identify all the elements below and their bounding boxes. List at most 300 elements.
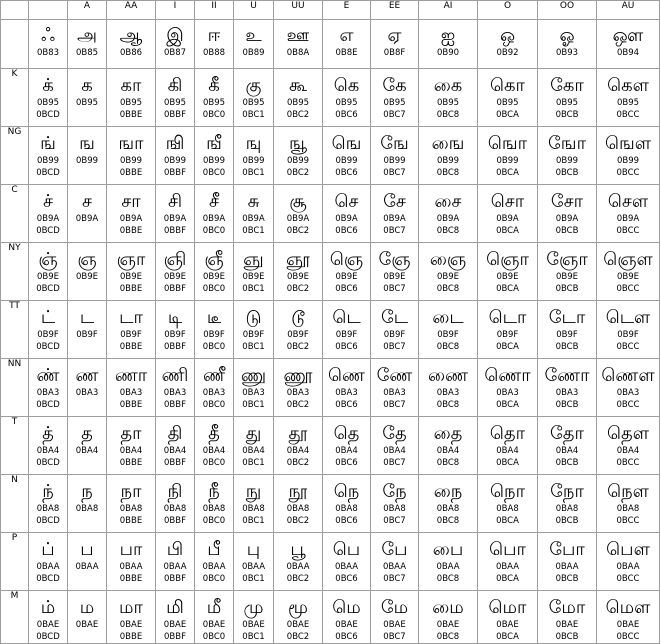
column-header-blank xyxy=(29,1,68,20)
syllable-glyph: கோ xyxy=(550,75,584,96)
syllable-cell xyxy=(156,69,195,127)
syllable-glyph: த xyxy=(81,423,93,444)
code-point: 0B88 xyxy=(202,48,226,58)
syllable-cell xyxy=(274,475,323,533)
syllable-glyph: ங் xyxy=(40,133,56,154)
code-point: 0BC2 xyxy=(286,574,310,584)
syllable-glyph: தொ xyxy=(489,423,526,444)
code-point: 0BCB xyxy=(555,284,579,294)
syllable-glyph: நெ xyxy=(333,481,360,502)
syllable-cell xyxy=(29,475,68,533)
code-point: 0BC8 xyxy=(436,168,460,178)
code-point: 0BCA xyxy=(496,574,519,584)
syllable-cell xyxy=(29,69,68,127)
code-point: 0BBE xyxy=(119,284,143,294)
syllable-cell xyxy=(107,127,156,185)
code-point: 0B95 xyxy=(202,98,226,108)
syllable-cell xyxy=(68,533,107,591)
code-point: 0B95 xyxy=(75,98,99,108)
code-point: 0BCA xyxy=(496,168,519,178)
code-point: 0BC0 xyxy=(202,574,226,584)
syllable-cell xyxy=(68,127,107,185)
code-point: 0BC7 xyxy=(383,284,406,294)
syllable-cell xyxy=(107,475,156,533)
syllable-cell xyxy=(195,475,234,533)
syllable-cell xyxy=(323,533,371,591)
code-point: 0BC2 xyxy=(286,400,310,410)
syllable-glyph: கூ xyxy=(288,75,308,96)
code-point: 0BC7 xyxy=(383,632,406,642)
code-point: 0BAA xyxy=(36,562,60,572)
syllable-glyph: டீ xyxy=(206,307,222,328)
code-point: 0BA4 xyxy=(335,446,358,456)
code-point: 0BAA xyxy=(495,562,520,572)
code-point: 0BAE xyxy=(242,620,265,630)
syllable-glyph: ஙோ xyxy=(548,133,586,154)
syllable-glyph: ஙூ xyxy=(288,133,308,154)
code-point: 0BC0 xyxy=(202,632,226,642)
syllable-glyph: ணொ xyxy=(484,365,531,386)
code-point: 0B9E xyxy=(75,272,99,282)
code-point: 0BA3 xyxy=(335,388,358,398)
code-point: 0BCD xyxy=(36,632,60,642)
syllable-glyph: ஞெ xyxy=(329,249,364,270)
syllable-cell xyxy=(597,20,660,69)
table-row xyxy=(1,20,660,69)
syllable-cell xyxy=(538,591,597,644)
code-point: 0BC0 xyxy=(202,400,226,410)
syllable-glyph: ப xyxy=(80,539,94,560)
code-point: 0BAE xyxy=(36,620,60,630)
syllable-cell xyxy=(195,359,234,417)
code-point: 0BCA xyxy=(496,400,519,410)
syllable-cell xyxy=(156,533,195,591)
syllable-glyph: சூ xyxy=(289,191,307,212)
code-point: 0B95 xyxy=(383,98,406,108)
syllable-cell xyxy=(371,127,419,185)
syllable-glyph: ணெ xyxy=(328,365,365,386)
code-point: 0BAE xyxy=(335,620,358,630)
syllable-glyph: மே xyxy=(380,597,409,618)
syllable-cell xyxy=(234,533,274,591)
code-point: 0BCA xyxy=(496,342,519,352)
code-point: 0BAA xyxy=(119,562,143,572)
syllable-glyph: ங xyxy=(79,133,95,154)
syllable-cell xyxy=(274,417,323,475)
syllable-cell xyxy=(68,301,107,359)
code-point: 0BBE xyxy=(119,342,143,352)
syllable-glyph: நு xyxy=(245,481,262,502)
code-point: 0BA3 xyxy=(242,388,265,398)
syllable-glyph: து xyxy=(245,423,262,444)
code-point: 0B9A xyxy=(383,214,406,224)
syllable-cell xyxy=(234,359,274,417)
code-point: 0BCC xyxy=(616,400,640,410)
syllable-glyph: நே xyxy=(382,481,407,502)
syllable-glyph: மா xyxy=(119,597,143,618)
syllable-glyph: மி xyxy=(166,597,184,618)
code-point: 0BC2 xyxy=(286,342,310,352)
syllable-cell xyxy=(419,417,478,475)
syllable-glyph: ட் xyxy=(40,307,56,328)
syllable-glyph: கீ xyxy=(208,75,220,96)
syllable-glyph: டோ xyxy=(548,307,586,328)
code-point: 0BBF xyxy=(164,458,186,468)
code-point: 0BA3 xyxy=(496,388,519,398)
code-point: 0BA4 xyxy=(163,446,187,456)
syllable-glyph: டா xyxy=(119,307,143,328)
code-point: 0BC8 xyxy=(436,284,460,294)
syllable-cell xyxy=(234,127,274,185)
code-point: 0BCD xyxy=(36,400,60,410)
syllable-cell xyxy=(419,185,478,243)
syllable-cell xyxy=(195,185,234,243)
code-point: 0BA3 xyxy=(36,388,60,398)
code-point: 0BC0 xyxy=(202,284,226,294)
code-point: 0B95 xyxy=(286,98,310,108)
table-row xyxy=(1,359,660,417)
code-point: 0BCD xyxy=(36,110,60,120)
syllable-glyph: ச xyxy=(82,191,92,212)
code-point: 0B9F xyxy=(556,330,578,340)
code-point: 0BA4 xyxy=(75,446,99,456)
syllable-glyph: பெ xyxy=(332,539,361,560)
code-point: 0BC1 xyxy=(242,284,265,294)
code-point: 0BC6 xyxy=(335,168,358,178)
code-point: 0BAE xyxy=(616,620,640,630)
code-point: 0BAA xyxy=(163,562,187,572)
code-point: 0BA3 xyxy=(119,388,143,398)
code-point: 0BC1 xyxy=(242,226,265,236)
syllable-glyph: ஙா xyxy=(118,133,144,154)
syllable-glyph: கை xyxy=(433,75,463,96)
code-point: 0BC1 xyxy=(242,168,265,178)
code-point: 0BCA xyxy=(496,516,519,526)
code-point: 0BC0 xyxy=(202,110,226,120)
syllable-glyph: தோ xyxy=(550,423,584,444)
code-point: 0B85 xyxy=(75,48,99,58)
code-point: 0B9F xyxy=(437,330,459,340)
code-point: 0BCA xyxy=(496,284,519,294)
code-point: 0B90 xyxy=(436,48,460,58)
code-point: 0BC0 xyxy=(202,458,226,468)
code-point: 0BA3 xyxy=(75,388,99,398)
syllable-glyph: ஙௌ xyxy=(604,133,652,154)
syllable-cell xyxy=(419,20,478,69)
syllable-cell xyxy=(156,185,195,243)
syllable-cell xyxy=(419,475,478,533)
syllable-cell xyxy=(538,127,597,185)
syllable-glyph: கா xyxy=(120,75,142,96)
code-point: 0BAE xyxy=(383,620,406,630)
syllable-glyph: டு xyxy=(245,307,262,328)
syllable-glyph: நோ xyxy=(550,481,584,502)
syllable-glyph: ம் xyxy=(40,597,56,618)
code-point: 0B99 xyxy=(119,156,143,166)
code-point: 0BCA xyxy=(496,226,519,236)
syllable-cell xyxy=(68,417,107,475)
syllable-cell xyxy=(323,359,371,417)
syllable-glyph: ஞ் xyxy=(38,249,58,270)
syllable-cell xyxy=(195,417,234,475)
syllable-cell xyxy=(597,359,660,417)
code-point: 0B95 xyxy=(555,98,579,108)
code-point: 0BA8 xyxy=(163,504,187,514)
syllable-cell xyxy=(538,301,597,359)
syllable-cell xyxy=(68,20,107,69)
code-point: 0B95 xyxy=(163,98,187,108)
syllable-cell xyxy=(195,127,234,185)
syllable-cell xyxy=(371,591,419,644)
code-point: 0BC7 xyxy=(383,342,406,352)
syllable-glyph: ஙு xyxy=(245,133,262,154)
syllable-glyph: ஞூ xyxy=(286,249,310,270)
code-point: 0BC7 xyxy=(383,516,406,526)
syllable-cell xyxy=(107,533,156,591)
code-point: 0B9F xyxy=(120,330,142,340)
syllable-glyph: டை xyxy=(432,307,464,328)
code-point: 0BA8 xyxy=(202,504,226,514)
code-point: 0BAA xyxy=(436,562,460,572)
row-header: K xyxy=(1,69,29,127)
code-point: 0BC0 xyxy=(202,226,226,236)
syllable-cell xyxy=(68,475,107,533)
code-point: 0BCC xyxy=(616,284,640,294)
code-point: 0BCC xyxy=(616,516,640,526)
syllable-cell xyxy=(68,185,107,243)
code-point: 0BC2 xyxy=(286,284,310,294)
column-header: AU xyxy=(597,1,660,20)
syllable-glyph: டெ xyxy=(332,307,361,328)
code-point: 0BBE xyxy=(119,632,143,642)
code-point: 0BCB xyxy=(555,110,579,120)
code-point: 0BCC xyxy=(616,168,640,178)
syllable-cell xyxy=(323,127,371,185)
code-point: 0B83 xyxy=(36,48,60,58)
code-point: 0BAE xyxy=(555,620,579,630)
column-header: E xyxy=(323,1,371,20)
code-point: 0BAA xyxy=(334,562,359,572)
syllable-glyph: ணௌ xyxy=(601,365,655,386)
syllable-glyph: ட xyxy=(79,307,95,328)
code-point: 0BC7 xyxy=(383,574,406,584)
row-header: NN xyxy=(1,359,29,417)
syllable-cell xyxy=(274,185,323,243)
row-header: N xyxy=(1,475,29,533)
code-point: 0BBF xyxy=(164,284,186,294)
code-point: 0BC2 xyxy=(286,632,310,642)
syllable-cell xyxy=(234,185,274,243)
syllable-glyph: மெ xyxy=(332,597,361,618)
syllable-glyph: பி xyxy=(166,539,184,560)
code-point: 0BC8 xyxy=(436,458,460,468)
syllable-glyph: ஊ xyxy=(286,25,310,46)
code-point: 0BC1 xyxy=(242,516,265,526)
table-row xyxy=(1,69,660,127)
syllable-cell xyxy=(419,69,478,127)
code-point: 0B9E xyxy=(555,272,579,282)
syllable-cell xyxy=(29,417,68,475)
syllable-glyph: மோ xyxy=(548,597,586,618)
syllable-glyph: ஙீ xyxy=(206,133,222,154)
code-point: 0BCB xyxy=(555,342,579,352)
table-row xyxy=(1,475,660,533)
code-point: 0BA8 xyxy=(119,504,143,514)
code-point: 0BC6 xyxy=(335,226,358,236)
code-point: 0B9A xyxy=(75,214,99,224)
syllable-glyph: சௌ xyxy=(607,191,649,212)
syllable-glyph: சோ xyxy=(550,191,584,212)
code-point: 0B95 xyxy=(616,98,640,108)
syllable-glyph: தி xyxy=(167,423,183,444)
code-point: 0B99 xyxy=(75,156,99,166)
code-point: 0BA8 xyxy=(242,504,265,514)
code-point: 0BBF xyxy=(164,168,186,178)
code-point: 0B9E xyxy=(163,272,187,282)
syllable-glyph: எ xyxy=(339,25,354,46)
code-point: 0BA3 xyxy=(202,388,226,398)
code-point: 0B9A xyxy=(286,214,310,224)
syllable-glyph: ணை xyxy=(428,365,468,386)
syllable-cell xyxy=(538,243,597,301)
syllable-cell xyxy=(478,533,538,591)
syllable-cell xyxy=(156,591,195,644)
syllable-glyph: நொ xyxy=(490,481,525,502)
syllable-cell xyxy=(107,417,156,475)
code-point: 0B9F xyxy=(37,330,59,340)
code-point: 0BBF xyxy=(164,574,186,584)
code-point: 0BA8 xyxy=(335,504,358,514)
code-point: 0BA4 xyxy=(616,446,640,456)
code-point: 0BA8 xyxy=(75,504,99,514)
syllable-glyph: ஙொ xyxy=(487,133,528,154)
syllable-glyph: ஙை xyxy=(431,133,465,154)
syllable-glyph: ஞ xyxy=(77,249,97,270)
syllable-glyph: ஞி xyxy=(163,249,187,270)
code-point: 0BCD xyxy=(36,342,60,352)
code-point: 0BBF xyxy=(164,516,186,526)
syllable-cell xyxy=(323,20,371,69)
syllable-glyph: ணா xyxy=(114,365,148,386)
syllable-glyph: தௌ xyxy=(607,423,649,444)
code-point: 0BA4 xyxy=(242,446,265,456)
code-point: 0BCB xyxy=(555,574,579,584)
code-point: 0B9F xyxy=(335,330,358,340)
code-point: 0BA4 xyxy=(119,446,143,456)
code-point: 0B99 xyxy=(242,156,265,166)
syllable-cell xyxy=(371,475,419,533)
syllable-glyph: க் xyxy=(42,75,54,96)
code-point: 0B9E xyxy=(36,272,60,282)
syllable-glyph: நி xyxy=(167,481,183,502)
header-row xyxy=(1,1,660,20)
syllable-glyph: ஞு xyxy=(243,249,264,270)
code-point: 0BC6 xyxy=(335,458,358,468)
code-point: 0BBF xyxy=(164,226,186,236)
code-point: 0BAA xyxy=(555,562,579,572)
code-point: 0BC7 xyxy=(383,168,406,178)
code-point: 0BA4 xyxy=(496,446,519,456)
column-header: AI xyxy=(419,1,478,20)
code-point: 0BA3 xyxy=(383,388,406,398)
code-point: 0B99 xyxy=(36,156,60,166)
syllable-glyph: டௌ xyxy=(605,307,651,328)
syllable-glyph: ணு xyxy=(240,365,267,386)
code-point: 0BA3 xyxy=(286,388,310,398)
code-point: 0BC1 xyxy=(242,632,265,642)
syllable-glyph: ஞா xyxy=(116,249,146,270)
syllable-cell xyxy=(274,69,323,127)
code-point: 0BA4 xyxy=(555,446,579,456)
syllable-glyph: உ xyxy=(245,25,262,46)
code-point: 0BC7 xyxy=(383,110,406,120)
syllable-glyph: இ xyxy=(166,25,184,46)
syllable-glyph: மௌ xyxy=(605,597,651,618)
syllable-cell xyxy=(371,69,419,127)
syllable-glyph: பௌ xyxy=(606,539,650,560)
code-point: 0BCA xyxy=(496,110,519,120)
syllable-cell xyxy=(478,243,538,301)
syllable-glyph: ஐ xyxy=(440,25,456,46)
code-point: 0BC6 xyxy=(335,342,358,352)
syllable-glyph: சை xyxy=(434,191,462,212)
syllable-glyph: கொ xyxy=(490,75,525,96)
row-header: M xyxy=(1,591,29,644)
syllable-glyph: த் xyxy=(42,423,54,444)
code-point: 0BC6 xyxy=(335,574,358,584)
syllable-cell xyxy=(107,69,156,127)
syllable-cell xyxy=(195,69,234,127)
syllable-cell xyxy=(419,359,478,417)
code-point: 0BBE xyxy=(119,226,143,236)
code-point: 0BCB xyxy=(555,458,579,468)
code-point: 0BA4 xyxy=(202,446,226,456)
syllable-cell xyxy=(478,127,538,185)
syllable-cell xyxy=(29,127,68,185)
code-point: 0B9A xyxy=(242,214,265,224)
syllable-cell xyxy=(29,591,68,644)
syllable-glyph: ஞே xyxy=(378,249,411,270)
code-point: 0B9E xyxy=(496,272,519,282)
syllable-glyph: ஏ xyxy=(387,25,402,46)
code-point: 0B9A xyxy=(436,214,460,224)
syllable-cell xyxy=(538,417,597,475)
syllable-glyph: ணி xyxy=(161,365,189,386)
code-point: 0BCC xyxy=(616,226,640,236)
syllable-cell xyxy=(29,301,68,359)
syllable-glyph: ம xyxy=(79,597,95,618)
syllable-glyph: ஙே xyxy=(380,133,409,154)
syllable-glyph: க xyxy=(81,75,93,96)
code-point: 0B9E xyxy=(286,272,310,282)
code-point: 0B9E xyxy=(436,272,460,282)
syllable-cell xyxy=(323,185,371,243)
syllable-cell xyxy=(597,533,660,591)
code-point: 0BAA xyxy=(202,562,226,572)
syllable-glyph: ஆ xyxy=(119,25,143,46)
code-point: 0BC8 xyxy=(436,516,460,526)
code-point: 0BC8 xyxy=(436,226,460,236)
code-point: 0BA8 xyxy=(36,504,60,514)
code-point: 0BA4 xyxy=(36,446,60,456)
syllable-glyph: சு xyxy=(247,191,260,212)
code-point: 0B9E xyxy=(202,272,226,282)
code-point: 0BAA xyxy=(241,562,266,572)
syllable-cell xyxy=(419,243,478,301)
syllable-glyph: ந xyxy=(81,481,93,502)
table-row xyxy=(1,533,660,591)
code-point: 0B86 xyxy=(119,48,143,58)
